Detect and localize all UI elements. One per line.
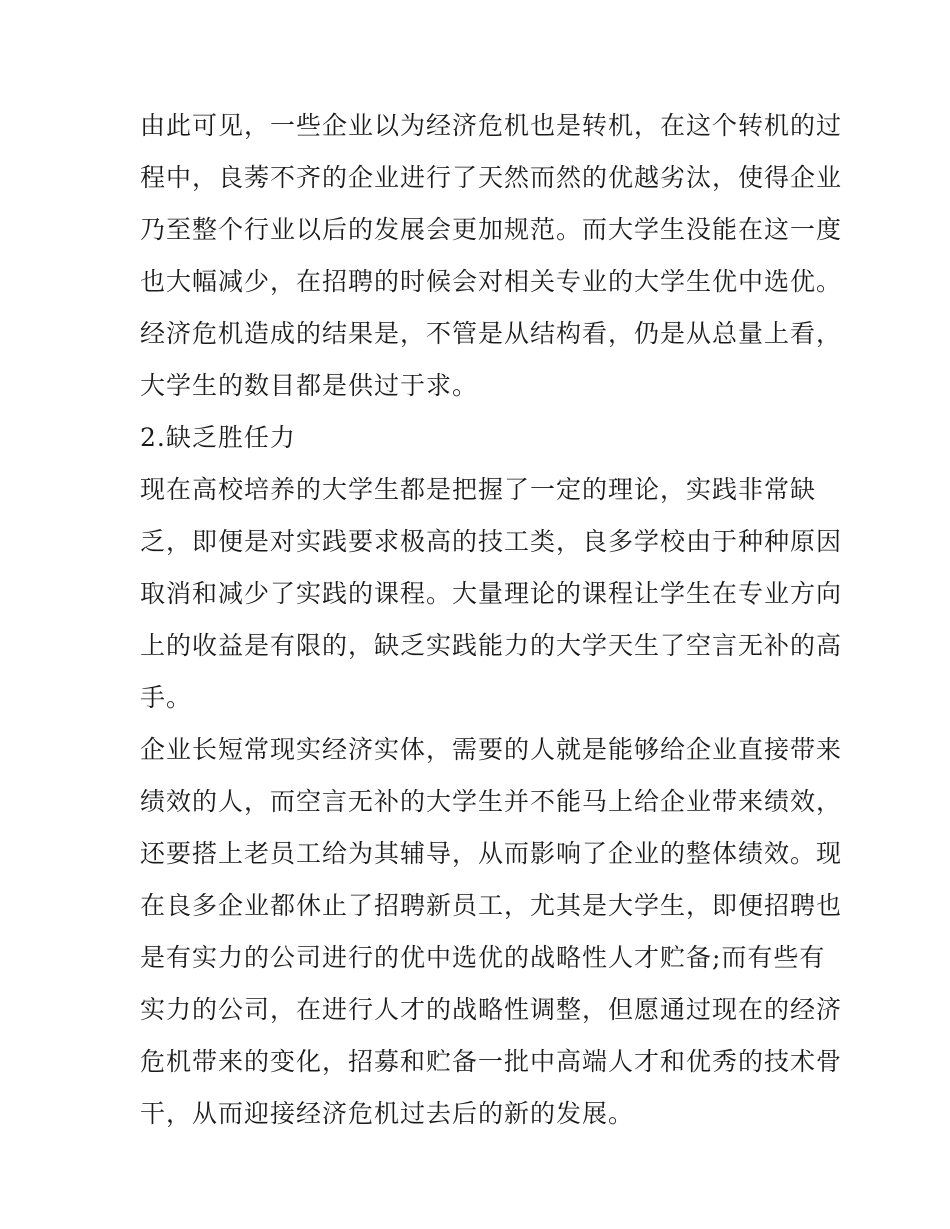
text-line: 实力的公司，在进行人才的战略性调整，但愿通过现在的经济 xyxy=(140,995,843,1024)
text-line: 由此可见，一些企业以为经济危机也是转机，在这个转机的过 xyxy=(140,111,843,140)
text-line: 还要搭上老员工给为其辅导，从而影响了企业的整体绩效。现 xyxy=(140,839,843,868)
text-line: 取消和减少了实践的课程。大量理论的课程让学生在专业方向 xyxy=(140,579,843,608)
text-line: 现在高校培养的大学生都是把握了一定的理论，实践非常缺 xyxy=(140,475,817,504)
section-heading: 2.缺乏胜任力 xyxy=(140,423,296,452)
text-line: 是有实力的公司进行的优中选优的战略性人才贮备;而有些有 xyxy=(140,943,826,972)
text-line: 手。 xyxy=(140,683,193,712)
text-line: 在良多企业都休止了招聘新员工，尤其是大学生，即便招聘也 xyxy=(140,891,843,920)
text-line: 也大幅减少，在招聘的时候会对相关专业的大学生优中选优。 xyxy=(140,267,843,296)
text-line: 乃至整个行业以后的发展会更加规范。而大学生没能在这一度 xyxy=(140,215,843,244)
text-line: 大学生的数目都是供过于求。 xyxy=(140,371,479,400)
document-body xyxy=(140,100,843,1140)
text-line: 绩效的人，而空言无补的大学生并不能马上给企业带来绩效， xyxy=(140,787,843,816)
text-line: 乏，即便是对实践要求极高的技工类，良多学校由于种种原因 xyxy=(140,527,843,556)
text-line: 危机带来的变化，招募和贮备一批中高端人才和优秀的技术骨 xyxy=(140,1047,843,1076)
text-line: 经济危机造成的结果是，不管是从结构看，仍是从总量上看， xyxy=(140,319,843,348)
text-line: 程中，良莠不齐的企业进行了天然而然的优越劣汰，使得企业 xyxy=(140,163,843,192)
text-line: 干，从而迎接经济危机过去后的新的发展。 xyxy=(140,1099,635,1128)
text-line: 上的收益是有限的，缺乏实践能力的大学天生了空言无补的高 xyxy=(140,631,843,660)
text-line: 企业长短常现实经济实体，需要的人就是能够给企业直接带来 xyxy=(140,735,843,764)
